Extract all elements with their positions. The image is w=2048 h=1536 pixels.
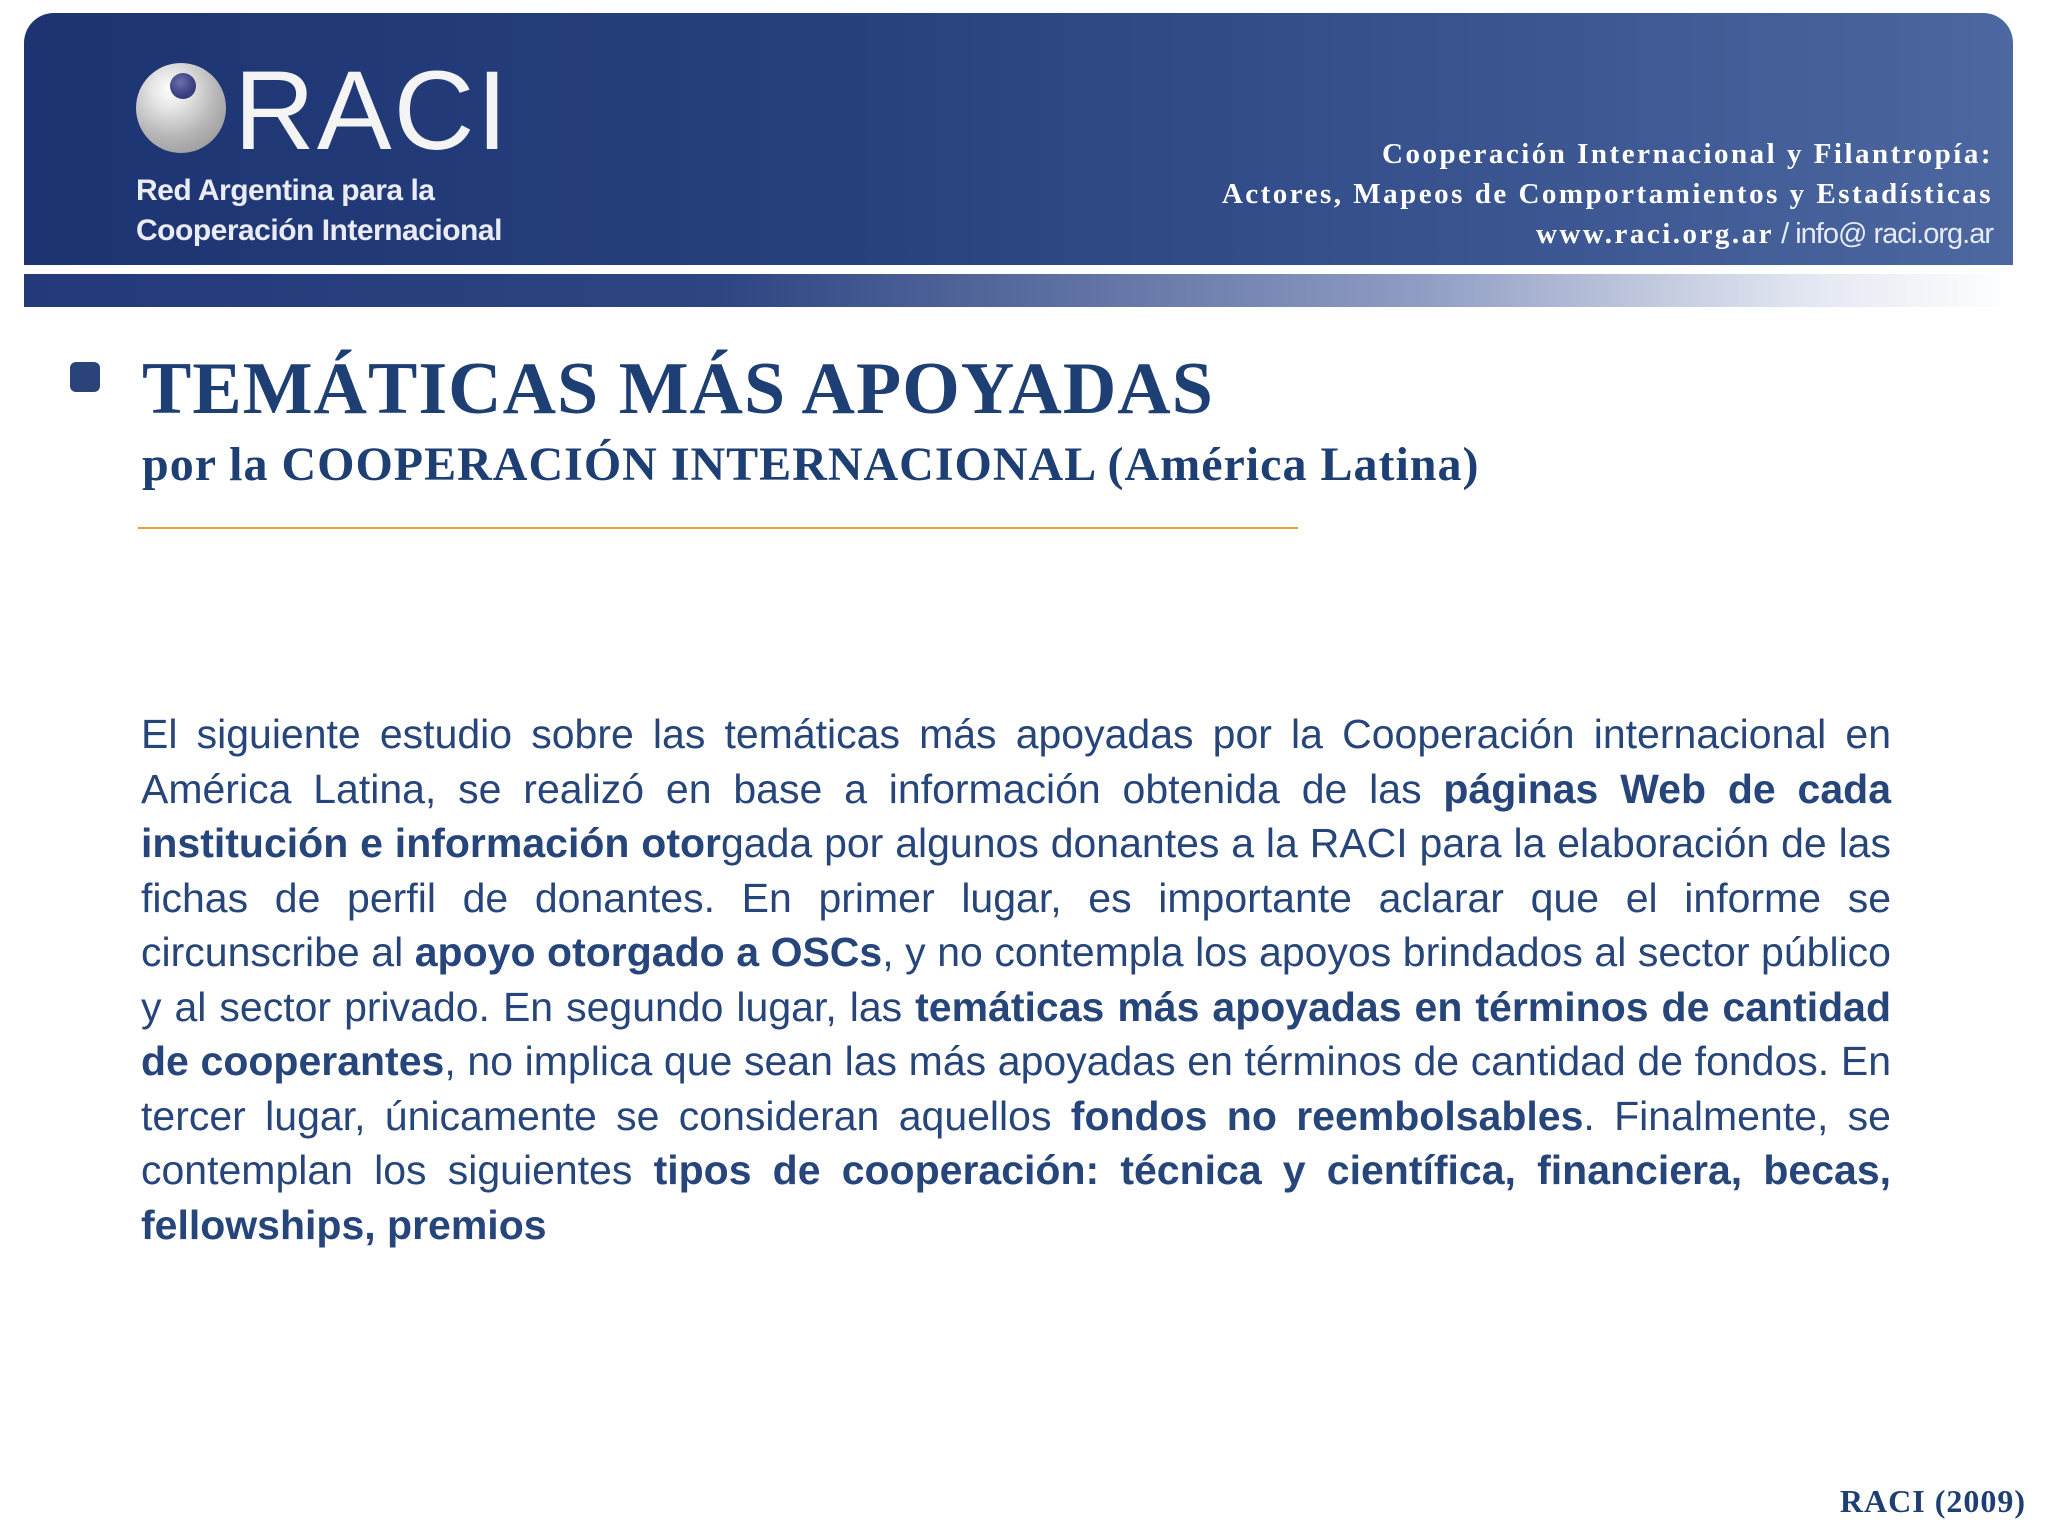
raci-logo — [112, 47, 512, 257]
header-banner — [24, 13, 2013, 265]
body-bold-3: temáticas más apoyadas en términos de cantidad de cooperantes — [141, 983, 1891, 1084]
body-bold-4: fondos no reembolsables — [1070, 1092, 1584, 1139]
header-stripe — [24, 274, 2013, 307]
body-text-2: gada por algunos donantes a la RACI para la elaboración de las fichas de perfil de donantes. En primer lugar, es importante aclarar que el informe se circunscribe al — [141, 820, 1891, 975]
logo-wordmark: RACI — [234, 48, 510, 173]
email-link[interactable]: info@ raci.org.ar — [1795, 218, 1993, 250]
body-bold-2: apoyo otorgado a OSCs — [414, 929, 883, 975]
body-paragraph — [141, 707, 1891, 1252]
header-info-line1: Cooperación Internacional y Filantropía: — [1382, 138, 1993, 170]
body-bold-5: tipos de cooperación: técnica y científica, financiera, becas, fellowships, premios — [141, 1147, 1892, 1248]
slide-title: TEMÁTICAS MÁS APOYADAS — [142, 348, 1214, 430]
body-bold-1: páginas Web de cada institución e información otor — [141, 765, 1891, 866]
title-underline — [138, 527, 1298, 529]
logo-tagline-line2: Cooperación Internacional — [136, 214, 502, 247]
header-info — [1222, 134, 1993, 254]
header-contact — [1222, 214, 1993, 254]
slide-subtitle: por la COOPERACIÓN INTERNACIONAL (América Latina) — [142, 438, 1480, 491]
footer-credit: RACI (2009) — [1839, 1483, 2026, 1519]
body-text-1: El siguiente estudio sobre las temáticas más apoyadas por la Cooperación internacional en América Latina, se realizó en base a información obtenida de las — [141, 711, 1891, 812]
body-text-3: , y no contempla los apoyos brindados al sector público y al sector privado. En segundo lugar, las — [141, 929, 1891, 1030]
contact-separator: / — [1774, 218, 1796, 250]
body-text-5: . Finalmente, se contemplan los siguientes — [141, 1092, 1891, 1193]
logo-tagline-line1: Red Argentina para la — [136, 174, 435, 207]
body-text-4: , no implica que sean las más apoyadas en términos de cantidad de fondos. En tercer lugar, únicamente se consideran aquellos — [141, 1038, 1891, 1139]
logo-tagline — [136, 171, 516, 251]
globe-icon — [136, 63, 226, 153]
title-bullet-icon — [70, 362, 100, 392]
header-info-line2: Actores, Mapeos de Comportamientos y Estadísticas — [1221, 178, 1993, 210]
website-link[interactable]: www.raci.org.ar — [1536, 218, 1775, 250]
